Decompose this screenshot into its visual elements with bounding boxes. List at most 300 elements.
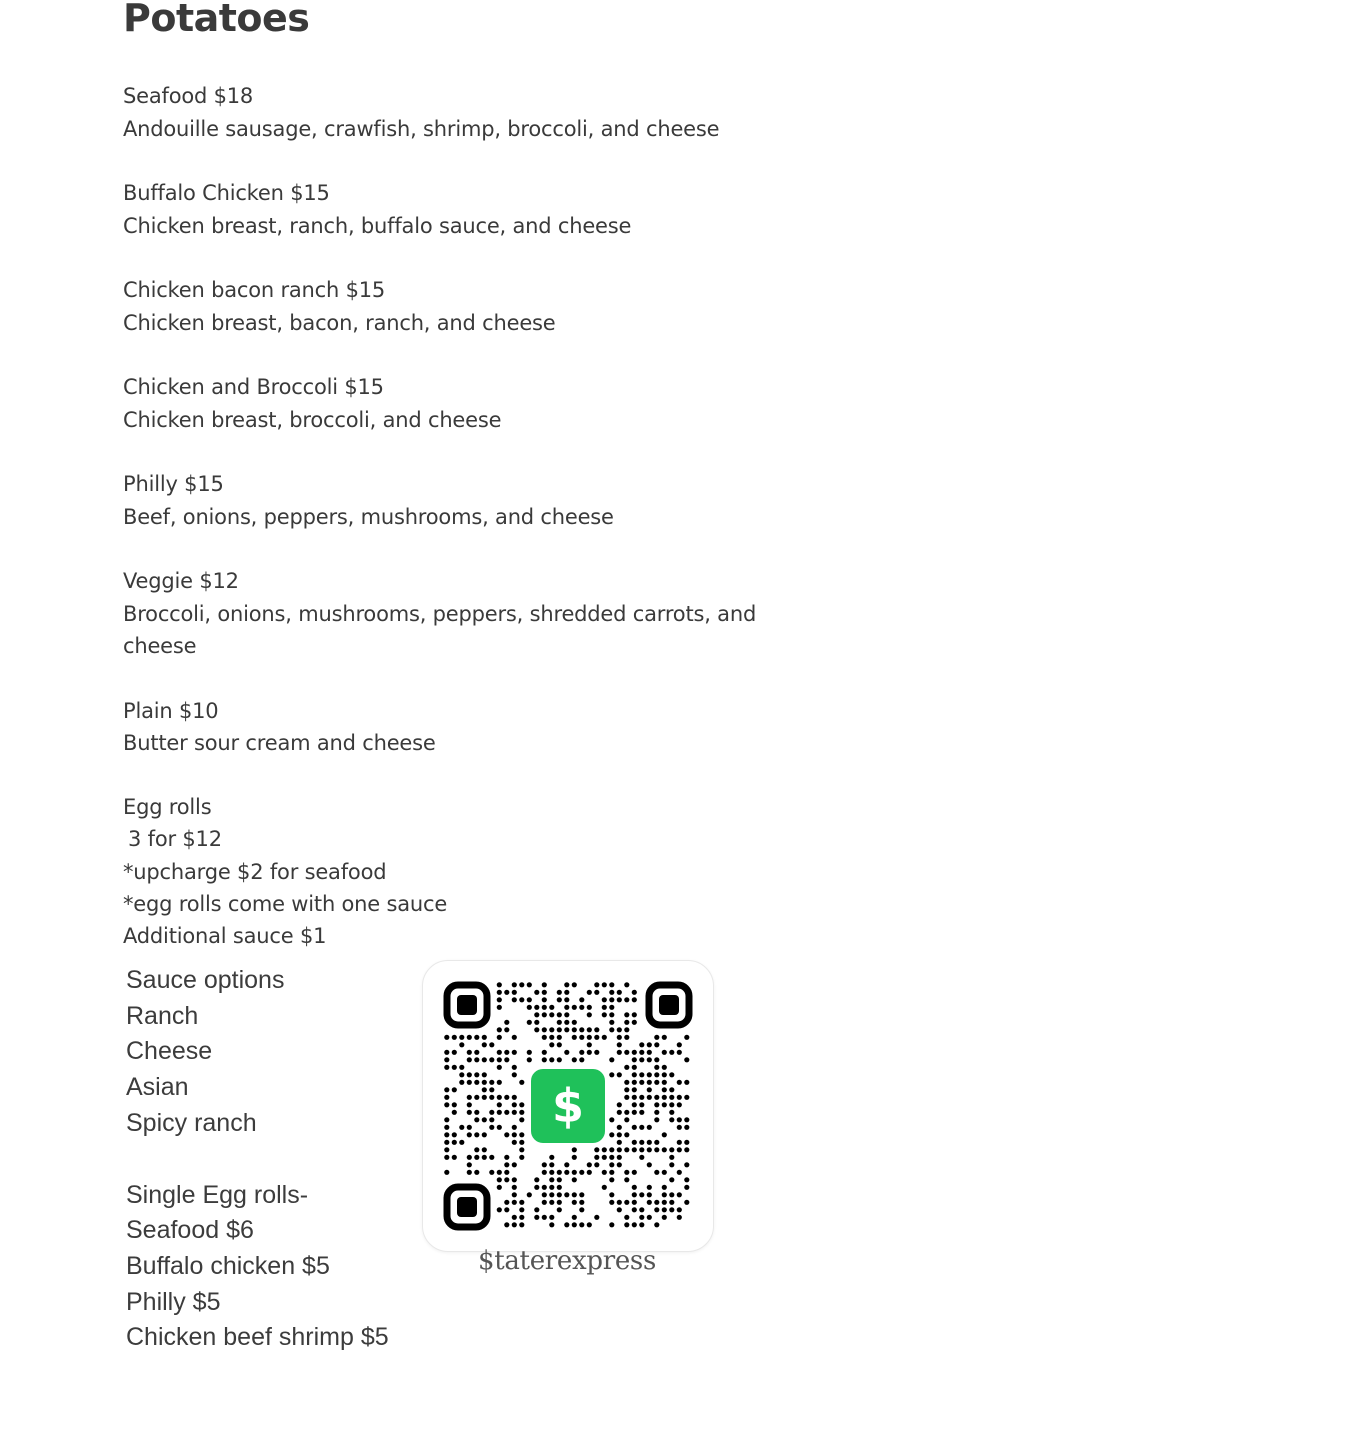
single-egg-roll-item: Philly $5	[126, 1287, 221, 1316]
qr-module	[632, 1050, 637, 1055]
qr-module	[489, 1155, 494, 1160]
egg-rolls-seafood-note: *upcharge $2 for seafood	[123, 859, 387, 884]
qr-module	[557, 1042, 562, 1047]
qr-module	[542, 1215, 547, 1220]
qr-module	[557, 1020, 562, 1025]
qr-module	[669, 1110, 674, 1115]
qr-module	[669, 1207, 674, 1212]
qr-module	[512, 1140, 517, 1145]
qr-module	[609, 1170, 614, 1175]
qr-finder-top-right-center	[659, 995, 679, 1015]
qr-module	[684, 1117, 689, 1122]
qr-module	[677, 1042, 682, 1047]
qr-module	[624, 997, 629, 1002]
qr-module	[579, 1050, 584, 1055]
qr-module	[572, 1057, 577, 1062]
qr-module	[474, 1072, 479, 1077]
qr-module	[594, 1035, 599, 1040]
qr-module	[452, 1087, 457, 1092]
qr-module	[504, 1132, 509, 1137]
qr-module	[557, 990, 562, 995]
qr-module	[654, 1042, 659, 1047]
qr-module	[617, 997, 622, 1002]
qr-module	[632, 1207, 637, 1212]
qr-module	[677, 1207, 682, 1212]
qr-module	[564, 990, 569, 995]
qr-module	[639, 1192, 644, 1197]
qr-module	[444, 1140, 449, 1145]
qr-module	[512, 1200, 517, 1205]
qr-module	[624, 1147, 629, 1152]
qr-module	[534, 1005, 539, 1010]
qr-module	[512, 982, 517, 987]
qr-module	[549, 1177, 554, 1182]
qr-module	[624, 1087, 629, 1092]
qr-module	[527, 1050, 532, 1055]
qr-module	[662, 1065, 667, 1070]
qr-module	[512, 1065, 517, 1070]
qr-module	[497, 1207, 502, 1212]
qr-module	[482, 1072, 487, 1077]
qr-module	[497, 990, 502, 995]
qr-module	[662, 1102, 667, 1107]
qr-module	[624, 1110, 629, 1115]
qr-module	[654, 1170, 659, 1175]
qr-module	[602, 1035, 607, 1040]
menu-item-philly	[123, 468, 843, 533]
qr-module	[512, 1050, 517, 1055]
qr-module	[654, 1080, 659, 1085]
qr-module	[542, 1005, 547, 1010]
qr-module	[684, 1057, 689, 1062]
qr-module	[684, 1200, 689, 1205]
menu-item-name: Chicken and Broccoli $15	[123, 375, 384, 399]
qr-module	[557, 1012, 562, 1017]
egg-rolls-price: 3 for $12	[128, 827, 222, 852]
qr-module	[512, 1110, 517, 1115]
qr-module	[624, 1050, 629, 1055]
qr-module	[542, 1035, 547, 1040]
qr-module	[647, 1072, 652, 1077]
qr-module	[662, 1170, 667, 1175]
qr-module	[542, 990, 547, 995]
qr-module	[684, 1125, 689, 1130]
qr-module	[654, 1222, 659, 1227]
qr-module	[617, 1207, 622, 1212]
qr-module	[684, 1095, 689, 1100]
qr-module	[684, 1162, 689, 1167]
qr-module	[497, 1177, 502, 1182]
qr-module	[512, 1132, 517, 1137]
qr-module	[444, 1095, 449, 1100]
qr-module	[549, 1155, 554, 1160]
qr-module	[632, 997, 637, 1002]
qr-module	[602, 1147, 607, 1152]
menu-item-chicken-bacon-ranch	[123, 274, 843, 339]
qr-module	[504, 1222, 509, 1227]
menu-item-buffalo-chicken	[123, 177, 843, 242]
qr-module	[647, 1162, 652, 1167]
qr-module	[587, 1035, 592, 1040]
qr-module	[594, 1162, 599, 1167]
qr-module	[662, 1035, 667, 1040]
qr-module	[647, 1200, 652, 1205]
qr-module	[512, 1192, 517, 1197]
qr-module	[549, 1057, 554, 1062]
qr-module	[632, 1170, 637, 1175]
qr-module	[534, 1177, 539, 1182]
qr-module	[444, 1065, 449, 1070]
sauce-option: Ranch	[126, 1001, 199, 1030]
qr-module	[669, 1102, 674, 1107]
qr-module	[497, 1095, 502, 1100]
qr-module	[504, 1170, 509, 1175]
qr-module	[474, 1147, 479, 1152]
qr-module	[662, 1200, 667, 1205]
qr-module	[617, 990, 622, 995]
qr-module	[579, 1170, 584, 1175]
qr-module	[609, 990, 614, 995]
qr-module	[467, 1132, 472, 1137]
qr-module	[609, 1072, 614, 1077]
qr-module	[489, 1125, 494, 1130]
qr-module	[617, 1147, 622, 1152]
qr-module	[669, 1072, 674, 1077]
qr-module	[504, 1155, 509, 1160]
menu-item-description: Chicken breast, bacon, ranch, and cheese	[123, 310, 556, 335]
qr-module	[587, 1050, 592, 1055]
qr-module	[677, 1125, 682, 1130]
sauce-option: Asian	[126, 1073, 189, 1102]
qr-module	[609, 1005, 614, 1010]
qr-module	[527, 997, 532, 1002]
qr-module	[549, 1012, 554, 1017]
qr-module	[624, 1027, 629, 1032]
qr-module	[609, 1117, 614, 1122]
qr-module	[632, 1020, 637, 1025]
qr-module	[639, 1155, 644, 1160]
qr-module	[587, 1012, 592, 1017]
qr-module	[594, 1050, 599, 1055]
qr-module	[632, 1147, 637, 1152]
qr-module	[504, 1027, 509, 1032]
menu-item-name: Veggie $12	[123, 569, 239, 593]
qr-module	[669, 1155, 674, 1160]
qr-module	[474, 1057, 479, 1062]
qr-module	[647, 1050, 652, 1055]
qr-module	[572, 1147, 577, 1152]
qr-module	[519, 1110, 524, 1115]
qr-module	[677, 1102, 682, 1107]
qr-module	[647, 1192, 652, 1197]
qr-module	[632, 1087, 637, 1092]
qr-module	[542, 1192, 547, 1197]
qr-module	[684, 1140, 689, 1145]
qr-module	[557, 1035, 562, 1040]
qr-module	[632, 1192, 637, 1197]
sauce-option: Spicy ranch	[126, 1108, 257, 1137]
qr-module	[654, 1147, 659, 1152]
qr-module	[617, 1050, 622, 1055]
qr-module	[467, 1080, 472, 1085]
qr-module	[609, 1027, 614, 1032]
menu-item-name: Seafood $18	[123, 84, 254, 108]
sauce-option: Cheese	[126, 1037, 213, 1066]
qr-module	[624, 1200, 629, 1205]
qr-module	[557, 1185, 562, 1190]
qr-module	[617, 1110, 622, 1115]
qr-module	[467, 1072, 472, 1077]
qr-module	[632, 1080, 637, 1085]
qr-module	[587, 1222, 592, 1227]
qr-module	[684, 1035, 689, 1040]
qr-module	[639, 1050, 644, 1055]
qr-module	[617, 1200, 622, 1205]
qr-module	[519, 1215, 524, 1220]
spacer	[126, 1142, 389, 1178]
qr-module	[624, 1035, 629, 1040]
qr-module	[512, 1177, 517, 1182]
qr-module	[497, 1185, 502, 1190]
qr-module	[632, 1200, 637, 1205]
qr-module	[459, 1140, 464, 1145]
qr-module	[639, 1140, 644, 1145]
qr-module	[482, 1095, 487, 1100]
qr-module	[572, 1020, 577, 1025]
qr-module	[564, 1222, 569, 1227]
qr-module	[444, 1050, 449, 1055]
qr-module	[572, 1155, 577, 1160]
qr-module	[467, 1162, 472, 1167]
qr-module	[542, 997, 547, 1002]
qr-module	[669, 1095, 674, 1100]
qr-module	[647, 1185, 652, 1190]
qr-module	[459, 1065, 464, 1070]
qr-module	[662, 1185, 667, 1190]
qr-module	[677, 1140, 682, 1145]
qr-module	[662, 1192, 667, 1197]
qr-module	[564, 1027, 569, 1032]
qr-module	[489, 1117, 494, 1122]
qr-module	[444, 1087, 449, 1092]
menu-item-veggie	[123, 565, 843, 663]
qr-module	[594, 1215, 599, 1220]
qr-module	[497, 1027, 502, 1032]
qr-module	[587, 990, 592, 995]
cash-app-qr-card[interactable]	[422, 960, 714, 1252]
qr-module	[647, 1080, 652, 1085]
qr-module	[497, 1110, 502, 1115]
qr-module	[662, 1215, 667, 1220]
qr-module	[549, 1035, 554, 1040]
single-egg-roll-item: Chicken beef shrimp $5	[126, 1323, 389, 1352]
qr-module	[474, 1117, 479, 1122]
qr-module	[609, 1057, 614, 1062]
qr-module	[467, 1035, 472, 1040]
qr-module	[669, 1050, 674, 1055]
qr-module	[542, 1027, 547, 1032]
qr-module	[669, 1192, 674, 1197]
menu-item-description: Chicken breast, ranch, buffalo sauce, and cheese	[123, 213, 632, 238]
cash-app-dollar-icon: $	[527, 1065, 609, 1147]
qr-module	[557, 1192, 562, 1197]
qr-module	[542, 982, 547, 987]
qr-module	[647, 1087, 652, 1092]
qr-module	[632, 1185, 637, 1190]
qr-module	[617, 1035, 622, 1040]
qr-module	[587, 1027, 592, 1032]
qr-module	[534, 1207, 539, 1212]
qr-module	[512, 1222, 517, 1227]
qr-module	[549, 1162, 554, 1167]
qr-module	[602, 982, 607, 987]
qr-module	[602, 1012, 607, 1017]
qr-module	[632, 1222, 637, 1227]
qr-module	[564, 997, 569, 1002]
qr-module	[677, 1215, 682, 1220]
qr-module	[512, 1035, 517, 1040]
qr-module	[617, 1042, 622, 1047]
qr-module	[504, 990, 509, 995]
qr-module	[452, 1140, 457, 1145]
qr-module	[669, 1117, 674, 1122]
page-title: Potatoes	[123, 0, 310, 40]
qr-module	[594, 1155, 599, 1160]
qr-module	[684, 1177, 689, 1182]
qr-module	[654, 1200, 659, 1205]
qr-module	[512, 997, 517, 1002]
single-egg-roll-item: Seafood $6	[126, 1216, 254, 1245]
qr-module	[639, 1057, 644, 1062]
menu-item-plain	[123, 695, 843, 760]
qr-module	[647, 1042, 652, 1047]
qr-module	[467, 1110, 472, 1115]
qr-module	[497, 1057, 502, 1062]
qr-module	[602, 1005, 607, 1010]
egg-rolls-section	[123, 791, 447, 952]
qr-module	[617, 1132, 622, 1137]
qr-module	[534, 1185, 539, 1190]
qr-module	[542, 1057, 547, 1062]
qr-module	[497, 1080, 502, 1085]
qr-module	[579, 1005, 584, 1010]
qr-module	[632, 1072, 637, 1077]
menu-item-description: Butter sour cream and cheese	[123, 731, 436, 755]
qr-module	[617, 1162, 622, 1167]
qr-module	[609, 1155, 614, 1160]
qr-module	[474, 1155, 479, 1160]
menu-item-description: Beef, onions, peppers, mushrooms, and cheese	[123, 504, 614, 529]
qr-module	[482, 1035, 487, 1040]
qr-module	[444, 1132, 449, 1137]
qr-module	[609, 1020, 614, 1025]
qr-module	[609, 1132, 614, 1137]
qr-module	[512, 1215, 517, 1220]
menu-item-name: Chicken bacon ranch $15	[123, 278, 386, 302]
additional-sauce-price: Additional sauce $1	[123, 924, 327, 949]
qr-module	[504, 1110, 509, 1115]
qr-module	[512, 990, 517, 995]
qr-module	[474, 1170, 479, 1175]
qr-module	[482, 1042, 487, 1047]
qr-module	[662, 1207, 667, 1212]
qr-finder-bottom-left-center	[457, 1197, 477, 1217]
qr-module	[579, 1192, 584, 1197]
qr-module	[467, 1155, 472, 1160]
qr-module	[482, 1087, 487, 1092]
qr-module	[624, 1012, 629, 1017]
qr-module	[669, 1200, 674, 1205]
qr-module	[489, 1080, 494, 1085]
qr-module	[609, 1147, 614, 1152]
qr-module	[527, 1192, 532, 1197]
qr-module	[549, 1170, 554, 1175]
qr-module	[579, 1200, 584, 1205]
qr-module	[639, 1222, 644, 1227]
qr-module	[489, 1095, 494, 1100]
qr-module	[444, 1155, 449, 1160]
menu-item-description: Chicken breast, broccoli, and cheese	[123, 407, 502, 432]
qr-module	[504, 1200, 509, 1205]
qr-module	[632, 1065, 637, 1070]
qr-module	[542, 1200, 547, 1205]
qr-module	[572, 1035, 577, 1040]
qr-module	[632, 1095, 637, 1100]
qr-module	[549, 1027, 554, 1032]
qr-module	[444, 1117, 449, 1122]
qr-module	[482, 1057, 487, 1062]
cashtag-label: $taterexpress	[477, 1246, 657, 1276]
qr-module	[564, 1170, 569, 1175]
qr-module	[609, 1012, 614, 1017]
qr-module	[557, 1207, 562, 1212]
qr-module	[497, 1065, 502, 1070]
qr-module	[549, 1005, 554, 1010]
qr-module	[542, 1050, 547, 1055]
qr-module	[639, 1102, 644, 1107]
qr-module	[677, 1095, 682, 1100]
qr-module	[452, 1102, 457, 1107]
qr-module	[602, 1170, 607, 1175]
qr-module	[497, 1102, 502, 1107]
qr-module	[632, 1140, 637, 1145]
qr-module	[504, 1207, 509, 1212]
qr-module	[669, 1087, 674, 1092]
qr-module	[677, 1117, 682, 1122]
qr-module	[519, 1132, 524, 1137]
qr-module	[602, 997, 607, 1002]
qr-module	[572, 1170, 577, 1175]
qr-module	[489, 1110, 494, 1115]
qr-module	[572, 1027, 577, 1032]
qr-module	[609, 1192, 614, 1197]
qr-module	[632, 1102, 637, 1107]
qr-module	[474, 1132, 479, 1137]
qr-module	[482, 1147, 487, 1152]
qr-module	[512, 1072, 517, 1077]
qr-module	[609, 1162, 614, 1167]
qr-module	[617, 1155, 622, 1160]
qr-module	[669, 1177, 674, 1182]
menu-item-name: Plain $10	[123, 698, 219, 723]
qr-module	[617, 1072, 622, 1077]
qr-module	[579, 1222, 584, 1227]
qr-module	[527, 1005, 532, 1010]
qr-module	[624, 982, 629, 987]
qr-module	[617, 1125, 622, 1130]
qr-module	[662, 1080, 667, 1085]
qr-module	[497, 1125, 502, 1130]
